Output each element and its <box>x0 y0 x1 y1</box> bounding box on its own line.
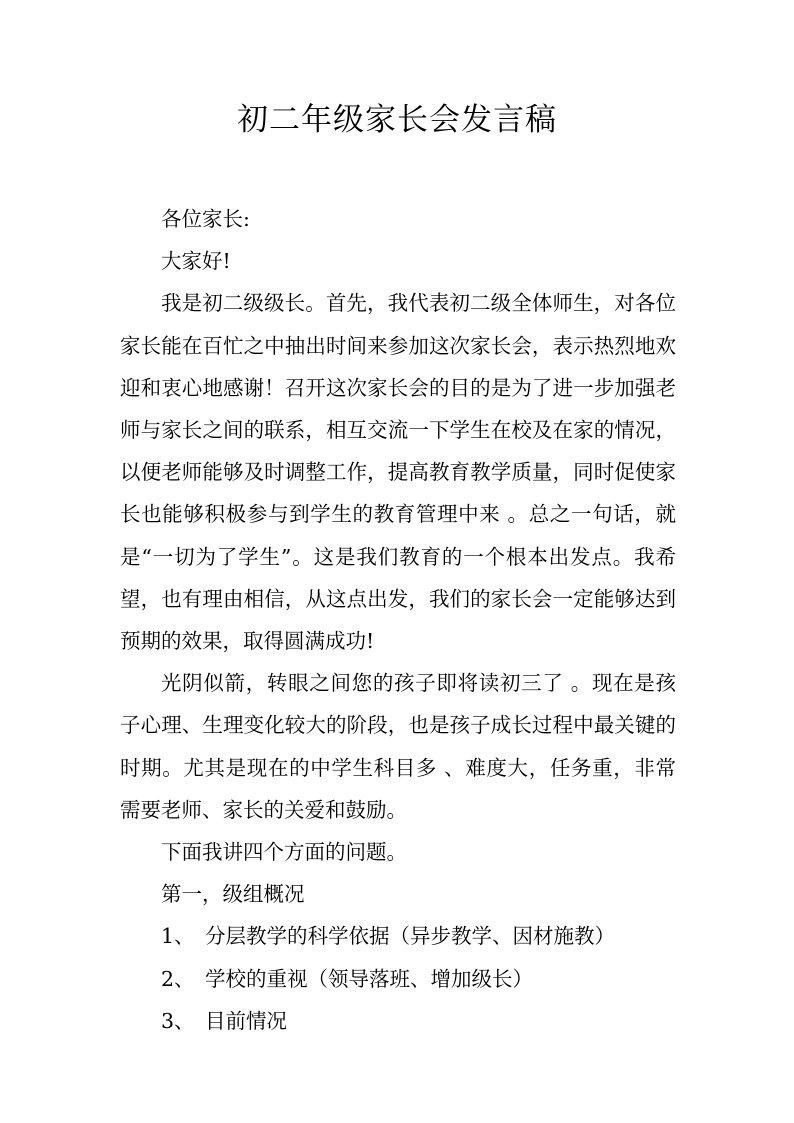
paragraph-time: 光阴似箭，转眼之间您的孩子即将读初三了 。现在是孩子心理、生理变化较大的阶段，也是孩子成长过程中最关键的时期。尤其是现在的中学生科目多 、难度大，任务重，非常需要老师、家长的关爱和鼓励。 <box>120 671 676 822</box>
list-item <box>120 915 676 957</box>
hello: 大家好! <box>161 249 231 274</box>
paragraph-intro: 我是初二级级长。首先，我代表初二级全体师生，对各位家长能在百忙之中抽出时间来参加这次家长会，表示热烈地欢迎和衷心地感谢！召开这次家长会的目的是为了进一步加强老师与家长之间的联系，相互交流一下学生在校及在家的情况，以便老师能够及时调整工作，提高教育教学质量，同时促使家长也能够积极参与到学生的教育管理中来 。总之一句话，就是“一切为了学生”。这是我们教育的一个根本出发点。我希望，也有理由相信，从这点出发，我们的家长会一定能够达到预期的效果，取得圆满成功! <box>120 291 676 654</box>
list-item-number: 1、 <box>161 924 195 949</box>
section-heading: 第一，级组概况 <box>161 882 305 907</box>
document-body <box>120 198 676 1042</box>
list-item <box>120 1000 676 1042</box>
list-item-text: 目前情况 <box>205 1008 287 1033</box>
greeting: 各位家长: <box>161 207 250 231</box>
list-item <box>120 958 676 1000</box>
list-item-text: 学校的重视（领导落班、增加级长） <box>205 966 533 991</box>
list-item-text: 分层教学的科学依据（异步教学、因材施教） <box>205 924 615 949</box>
document-title: 初二年级家长会发言稿 <box>237 102 557 138</box>
list-item-number: 3、 <box>161 1008 195 1033</box>
list-item-number: 2、 <box>161 966 195 991</box>
paragraph-topics: 下面我讲四个方面的问题。 <box>161 840 407 865</box>
